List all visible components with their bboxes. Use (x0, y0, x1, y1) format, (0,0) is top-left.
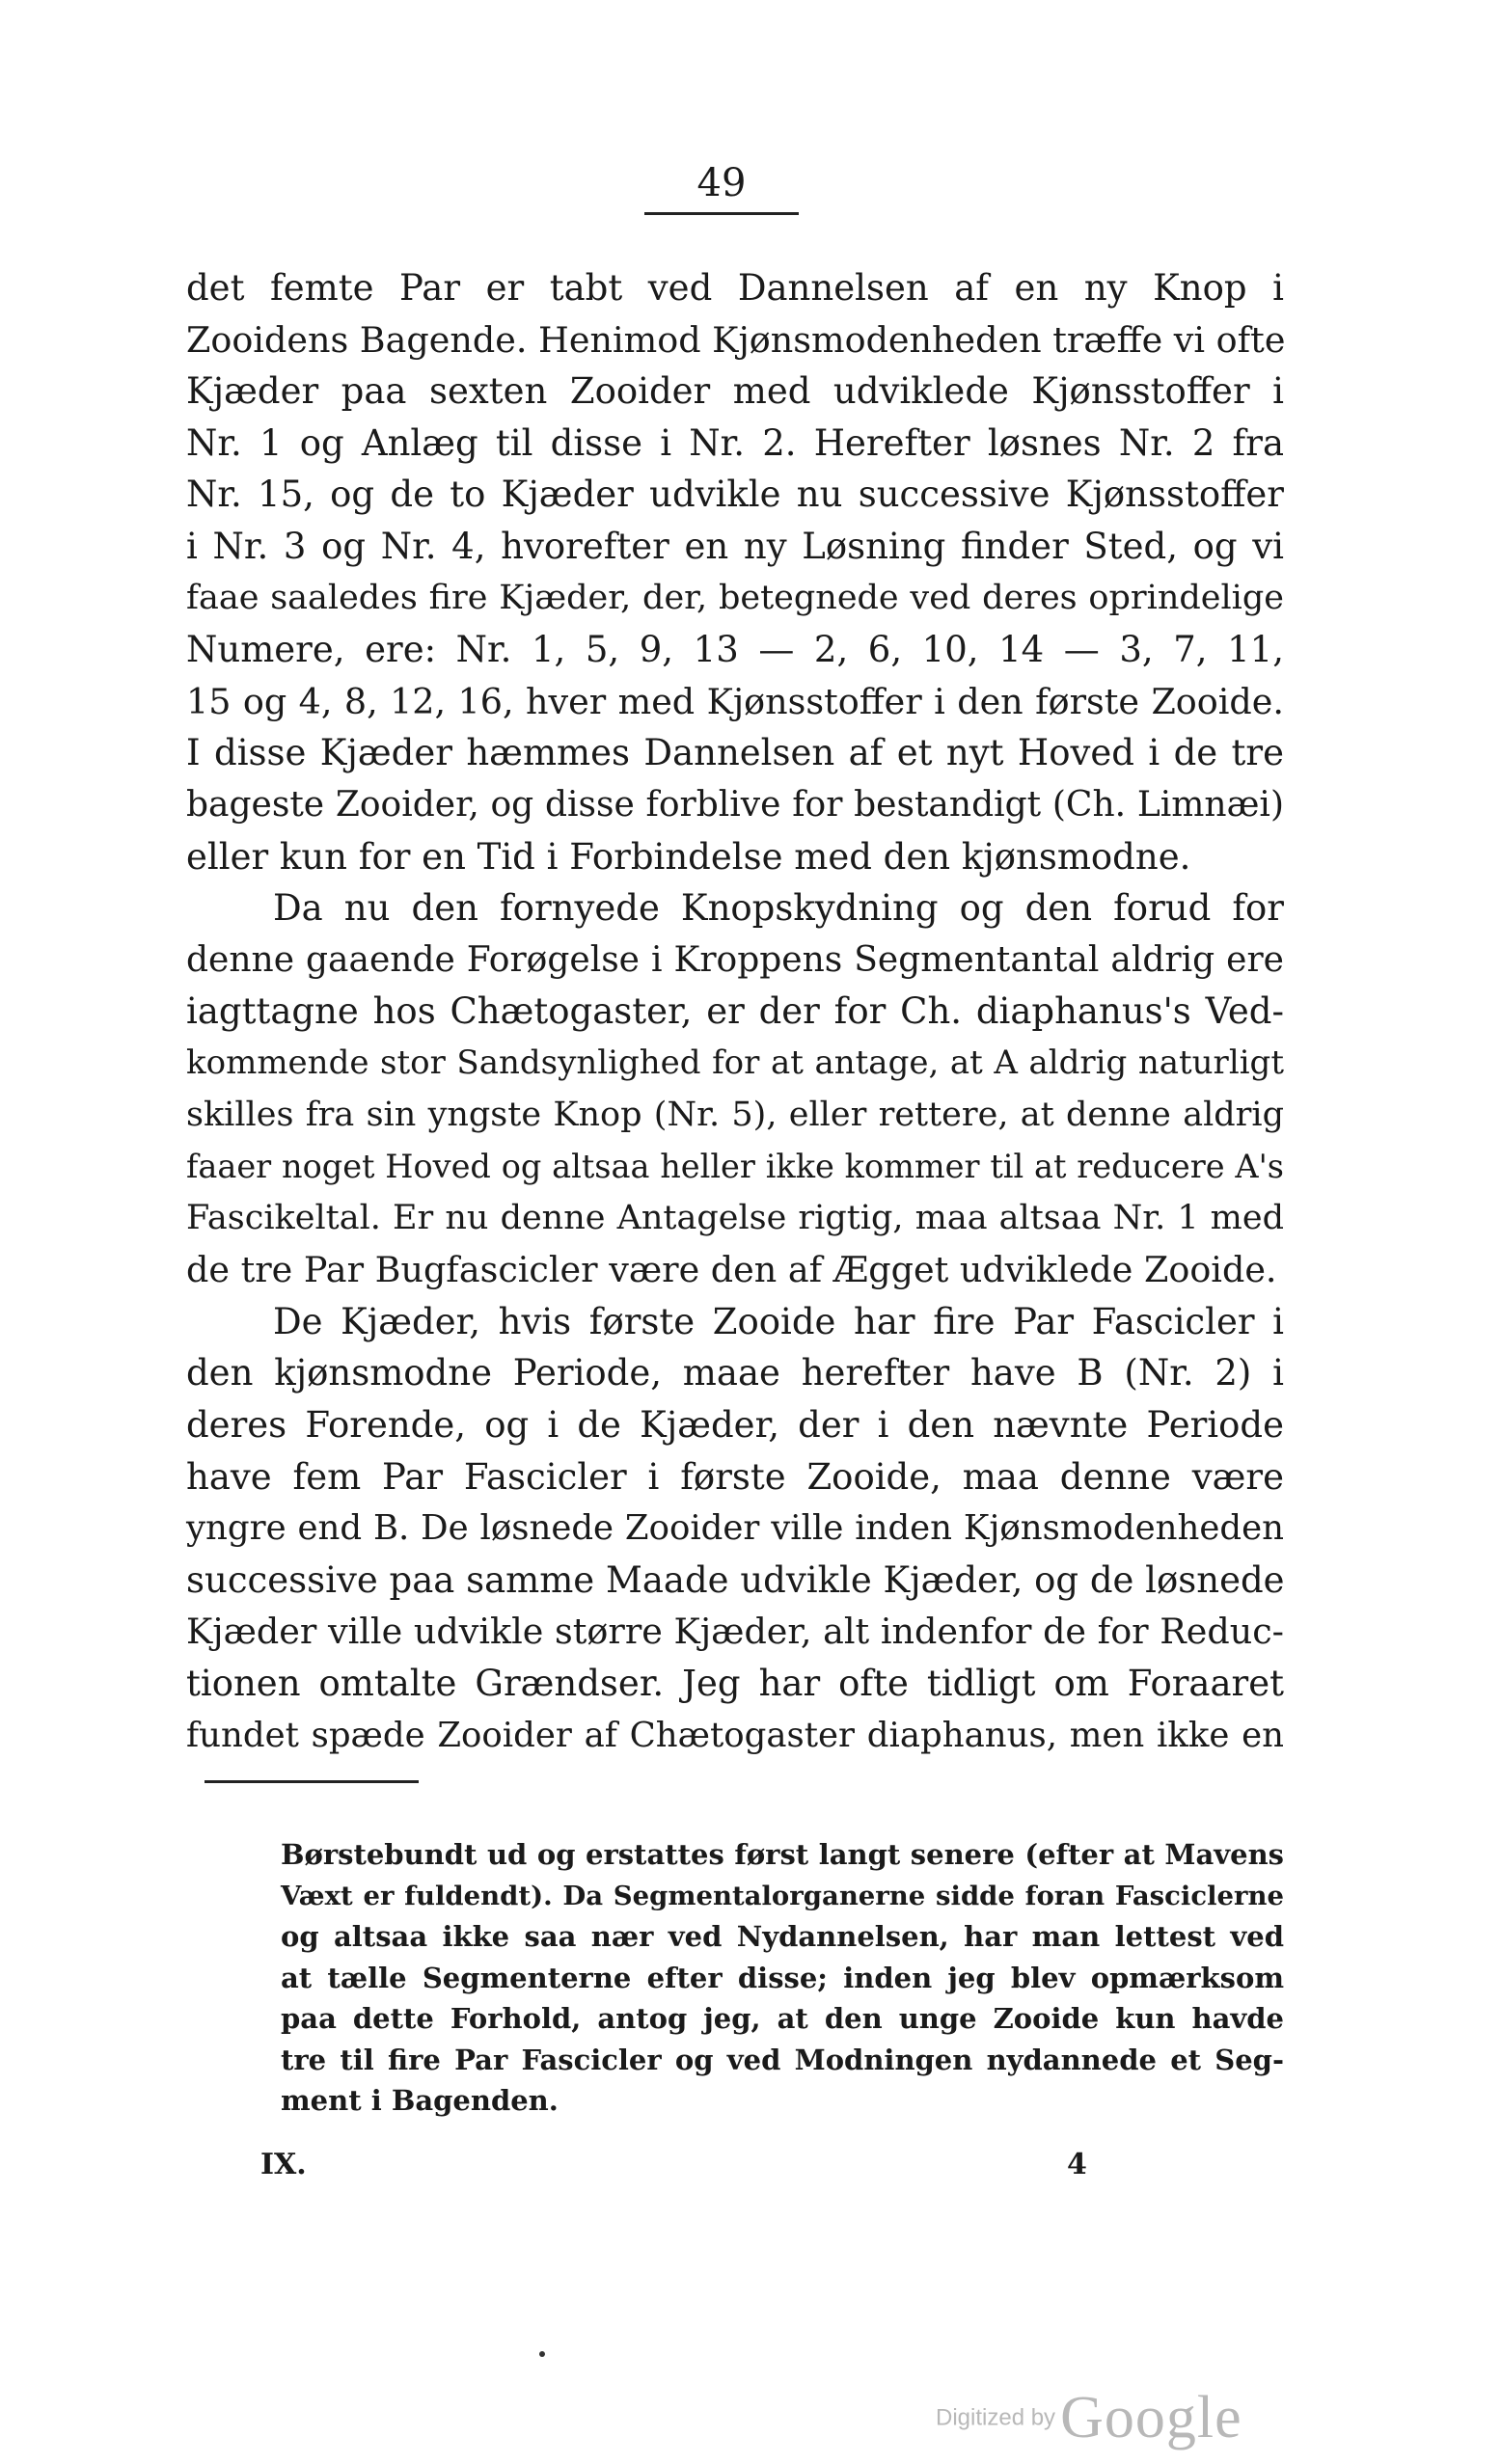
footnote-line: tre til fire Par Fascicler og ved Modningen nydannede et Seg- (281, 2043, 1284, 2076)
signature-mark: IX. (260, 2148, 307, 2181)
body-line: denne gaaende Forøgelse i Kroppens Segmentantal aldrig ere (186, 939, 1284, 980)
body-line: faae saaledes fire Kjæder, der, betegnede ved deres oprindelige (186, 578, 1284, 617)
body-line: Nr. 15, og de to Kjæder udvikle nu successive Kjønsstoffer (186, 474, 1284, 516)
body-line: Fascikeltal. Er nu denne Antagelse rigtig, maa altsaa Nr. 1 med (186, 1198, 1284, 1237)
body-line: Zooidens Bagende. Henimod Kjønsmodenheden træffe vi ofte (186, 318, 1286, 361)
watermark-prefix: Digitized by (936, 2404, 1056, 2431)
sheet-number: 4 (1067, 2148, 1087, 2181)
body-line: kommende stor Sandsynlighed for at antage, at A aldrig naturligt (186, 1042, 1284, 1082)
body-line: den kjønsmodne Periode, maae herefter have B (Nr. 2) i (186, 1352, 1284, 1394)
ink-speck (539, 2351, 545, 2357)
digitized-watermark (936, 2384, 1242, 2452)
body-text (186, 262, 1284, 1761)
body-line: de tre Par Bugfascicler være den af Ægget udviklede Zooide. (186, 1249, 1277, 1291)
footnote-line: Børstebundt ud og erstattes først langt senere (efter at Mavens (281, 1838, 1284, 1871)
body-line: Nr. 1 og Anlæg til disse i Nr. 2. Herefter løsnes Nr. 2 fra (186, 421, 1284, 464)
body-line: tionen omtalte Grændser. Jeg har ofte tidligt om Foraaret (186, 1663, 1284, 1705)
body-line: 15 og 4, 8, 12, 16, hver med Kjønsstoffer i den første Zooide. (186, 680, 1284, 722)
body-line: I disse Kjæder hæmmes Dannelsen af et nyt Hoved i de tre (186, 732, 1284, 774)
body-line: fundet spæde Zooider af Chætogaster diaphanus, men ikke en (186, 1715, 1284, 1755)
body-line: have fem Par Fascicler i første Zooide, maa denne være (186, 1455, 1284, 1498)
body-line: bageste Zooider, og disse forblive for bestandigt (Ch. Limnæi) (186, 784, 1284, 825)
body-line: Kjæder paa sexten Zooider med udviklede Kjønsstoffer i (186, 370, 1284, 413)
footnote-line: og altsaa ikke saa nær ved Nydannelsen, har man lettest ved (281, 1920, 1284, 1953)
footnote-line: paa dette Forhold, antog jeg, at den unge Zooide kun havde (281, 2002, 1284, 2035)
body-line: faaer noget Hoved og altsaa heller ikke kommer til at reducere A's (186, 1148, 1284, 1186)
body-line: Numere, ere: Nr. 1, 5, 9, 13 — 2, 6, 10, 14 — 3, 7, 11, (186, 629, 1284, 671)
footnote-line: Væxt er fuldendt). Da Segmentalorganerne sidde foran Fasciclerne (281, 1880, 1284, 1911)
footnote-rule (205, 1780, 419, 1783)
body-line: det femte Par er tabt ved Dannelsen af en ny Knop i (186, 267, 1284, 309)
body-line: successive paa samme Maade udvikle Kjæder, og de løsnede (186, 1558, 1285, 1601)
body-line: Da nu den fornyede Knopskydning og den forud for (273, 887, 1284, 930)
body-line: i Nr. 3 og Nr. 4, hvorefter en ny Løsning finder Sted, og vi (186, 525, 1284, 567)
footnote-line: at tælle Segmenterne efter disse; inden jeg blev opmærksom (281, 1961, 1284, 1994)
body-line: yngre end B. De løsnede Zooider ville inden Kjønsmodenheden (186, 1508, 1284, 1549)
watermark-brand: Google (1060, 2385, 1242, 2450)
footnote (281, 1834, 1284, 2122)
body-line: De Kjæder, hvis første Zooide har fire Par Fascicler i (273, 1300, 1284, 1342)
body-line: iagttagne hos Chætogaster, er der for Ch. diaphanus's Ved- (186, 990, 1284, 1033)
body-line: eller kun for en Tid i Forbindelse med den kjønsmodne. (186, 835, 1191, 878)
body-line: skilles fra sin yngste Knop (Nr. 5), eller rettere, at denne aldrig (186, 1095, 1284, 1134)
body-line: deres Forende, og i de Kjæder, der i den nævnte Periode (186, 1404, 1284, 1447)
page-number: 49 (644, 160, 799, 215)
footnote-line: ment i Bagenden. (281, 2084, 559, 2117)
body-line: Kjæder ville udvikle større Kjæder, alt indenfor de for Reduc- (186, 1611, 1284, 1653)
